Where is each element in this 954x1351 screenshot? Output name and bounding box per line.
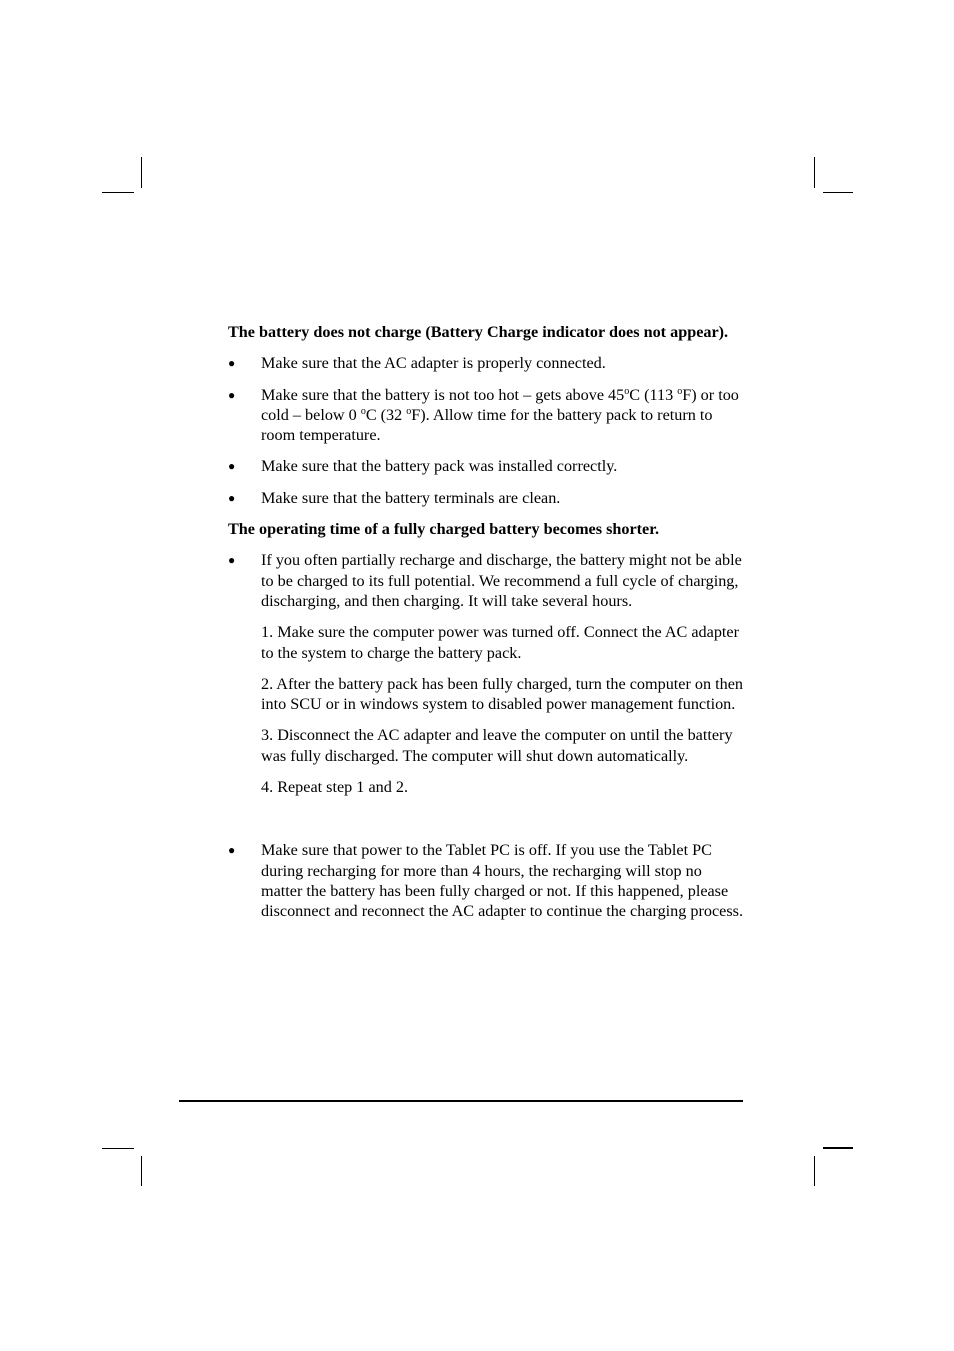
list-item-text: If you often partially recharge and discharge, the battery might not be able to be charged to its full potential. We recommend a full cycle of charging, discharging, and then charging. It will take several hours. bbox=[261, 551, 742, 610]
list-item bbox=[228, 840, 744, 921]
step-3: 3. Disconnect the AC adapter and leave the computer on until the battery was fully discharged. The computer will shut down automatically. bbox=[261, 726, 733, 765]
list-item bbox=[228, 550, 744, 611]
step-1: 1. Make sure the computer power was turned off. Connect the AC adapter to the system to charge the battery pack. bbox=[261, 623, 739, 662]
degree-superscript: o bbox=[677, 385, 683, 397]
degree-superscript: o bbox=[360, 405, 366, 417]
list-item bbox=[228, 456, 744, 476]
list-item-text: Make sure that the battery pack was installed correctly. bbox=[261, 457, 618, 476]
bullet-icon: ● bbox=[228, 356, 236, 371]
bullet-icon: ● bbox=[228, 553, 236, 568]
list-item-text: Make sure that power to the Tablet PC is off. If you use the Tablet PC during recharging for more than 4 hours, the recharging will stop no matter the battery has been fully charged or not. If this happened, please disconnect and reconnect the AC adapter to continue the charging process. bbox=[261, 841, 744, 921]
step-4: 4. Repeat step 1 and 2. bbox=[261, 778, 408, 797]
crop-mark-bottom-right-horizontal bbox=[823, 1147, 853, 1149]
section-heading-operating-time: The operating time of a fully charged battery becomes shorter. bbox=[228, 520, 659, 539]
crop-mark-top-right-vertical bbox=[814, 157, 815, 188]
section-heading-battery-not-charging: The battery does not charge (Battery Charge indicator does not appear). bbox=[228, 323, 729, 341]
bullet-icon: ● bbox=[228, 843, 236, 858]
degree-superscript: o bbox=[624, 385, 630, 397]
list-item-text: Make sure that the AC adapter is properly connected. bbox=[261, 354, 606, 373]
footer-rule bbox=[179, 1100, 743, 1102]
page-content bbox=[228, 322, 744, 922]
crop-mark-bottom-left-vertical bbox=[141, 1156, 142, 1186]
bullet-icon: ● bbox=[228, 490, 236, 505]
crop-mark-top-left-horizontal bbox=[102, 192, 134, 193]
list-item bbox=[228, 353, 744, 373]
list-item bbox=[228, 385, 744, 446]
step-2: 2. After the battery pack has been fully charged, turn the computer on then into SCU or in windows system to disabled power management function. bbox=[261, 674, 744, 714]
bullet-icon: ● bbox=[228, 459, 236, 474]
crop-mark-top-left-vertical bbox=[141, 157, 142, 188]
crop-mark-top-right-horizontal bbox=[823, 192, 853, 193]
bullet-icon: ● bbox=[228, 387, 236, 402]
list-item-text: Make sure that the battery terminals are clean. bbox=[261, 488, 561, 507]
crop-mark-bottom-left-horizontal bbox=[102, 1148, 134, 1149]
degree-superscript: o bbox=[406, 405, 412, 417]
crop-mark-bottom-right-vertical bbox=[814, 1156, 815, 1186]
list-item-text: Make sure that the battery is not too hot – gets above 45$^o$C (113 $^o$F) or too cold – below 0 $^o$C (32 $^o$F). Allow time for the battery pack to return to room temperature. bbox=[261, 385, 739, 445]
list-item bbox=[228, 488, 744, 508]
